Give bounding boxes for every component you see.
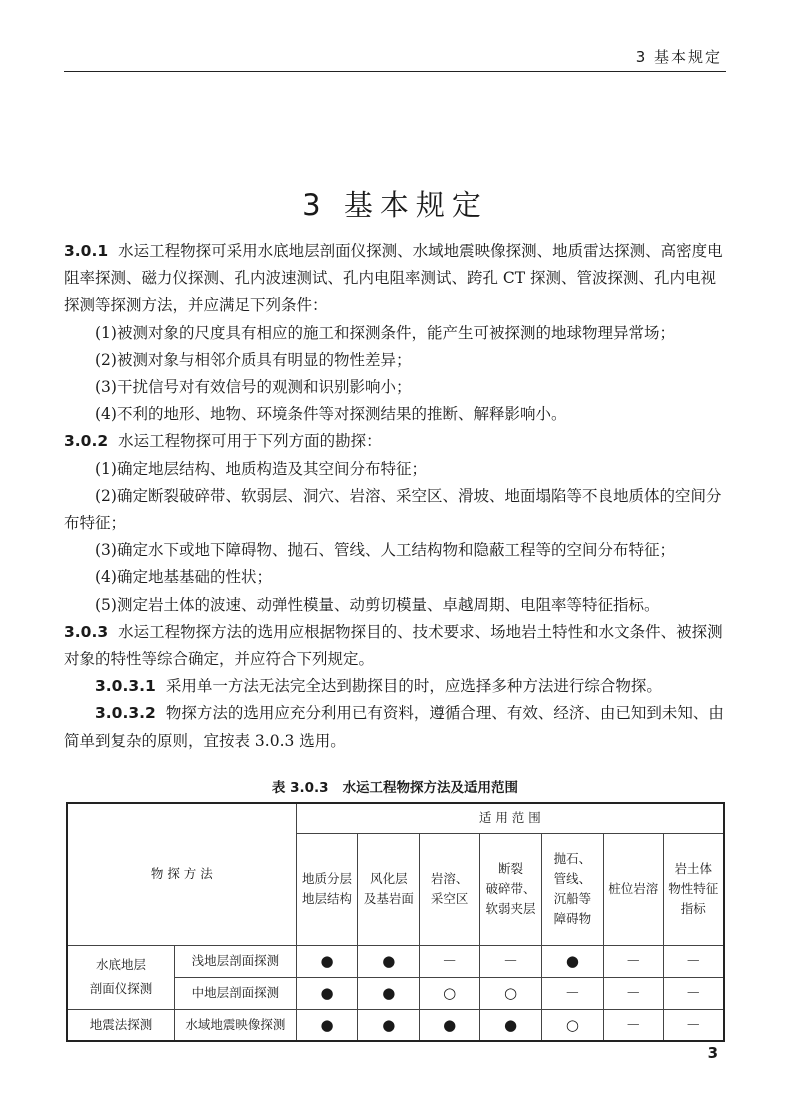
- clause-3-0-1: [64, 238, 726, 320]
- table-cell: －: [663, 1009, 724, 1041]
- running-header: 3 基本规定: [635, 48, 722, 66]
- clause-number: 3.0.3: [64, 622, 109, 641]
- table-cell: ●: [420, 1009, 480, 1041]
- group-name: 水底地层 剖面仪探测: [67, 945, 175, 1009]
- clause-text: 物探方法的选用应充分利用已有资料，遵循合理、有效、经济、由已知到未知、由简单到复杂的原则，宜按表 3.0.3 选用。: [64, 704, 724, 750]
- list-item: (2)确定断裂破碎带、软弱层、洞穴、岩溶、采空区、滑坡、地面塌陷等不良地质体的空间分布特征；: [64, 486, 722, 533]
- table-cell: －: [420, 945, 480, 977]
- column-header: 风化层 及基岩面: [358, 833, 420, 945]
- list-item: (3)干扰信号对有效信号的观测和识别影响小；: [95, 378, 412, 397]
- table-title: 水运工程物探方法及适用范围: [342, 780, 519, 796]
- clause-number: 3.0.3.2: [95, 704, 156, 723]
- table-caption: [0, 776, 790, 796]
- clause-number: 3.0.2: [64, 432, 109, 451]
- clause-number: 3.0.1: [64, 242, 109, 260]
- body-text: [64, 238, 726, 755]
- table-cell: ●: [358, 977, 420, 1009]
- table-cell: ○: [420, 977, 480, 1009]
- table-cell: ○: [541, 1009, 603, 1041]
- clause-3-0-3: [64, 619, 726, 673]
- method-name: 浅地层剖面探测: [175, 945, 297, 977]
- table-cell: ●: [541, 945, 603, 977]
- column-header: 地质分层 地层结构: [296, 833, 358, 945]
- column-header: 桩位岩溶: [603, 833, 663, 945]
- scope-header: 适 用 范 围: [296, 803, 724, 833]
- list-item: (4)不利的地形、地物、环境条件等对探测结果的推断、解释影响小。: [95, 405, 567, 424]
- column-header: 岩溶、 采空区: [420, 833, 480, 945]
- clause-number: 3.0.3.1: [95, 677, 156, 696]
- table-cell: －: [603, 1009, 663, 1041]
- list-item: (1)被测对象的尺度具有相应的施工和探测条件，能产生可被探测的地球物理异常场；: [95, 323, 675, 342]
- list-item: (2)被测对象与相邻介质具有明显的物性差异；: [95, 350, 412, 369]
- clause-3-0-3-2: [64, 700, 726, 754]
- column-header: 岩土体 物性特征 指标: [663, 833, 724, 945]
- page-number: 3: [707, 1044, 718, 1062]
- chapter-title: 3 基本规定: [302, 188, 488, 222]
- methods-table: [66, 802, 725, 1042]
- table-number: 表 3.0.3: [271, 780, 329, 796]
- table-cell: －: [541, 977, 603, 1009]
- table-cell: ○: [480, 977, 542, 1009]
- list-item: (3)确定水下或地下障碍物、抛石、管线、人工结构物和隐蔽工程等的空间分布特征；: [95, 541, 675, 560]
- table-cell: ●: [296, 1009, 358, 1041]
- column-header: 抛石、 管线、 沉船等 障碍物: [541, 833, 603, 945]
- table-cell: －: [663, 945, 724, 977]
- clause-text: 采用单一方法无法完全达到勘探目的时，应选择多种方法进行综合物探。: [165, 677, 662, 696]
- clause-text: 水运工程物探方法的选用应根据物探目的、技术要求、场地岩土特性和水文条件、被探测对象的特性等综合确定，并应符合下列规定。: [64, 622, 723, 669]
- header-rule: [64, 71, 726, 72]
- list-item: (5)测定岩土体的波速、动弹性模量、动剪切模量、卓越周期、电阻率等特征指标。: [95, 595, 660, 614]
- method-name: 水域地震映像探测: [175, 1009, 297, 1041]
- table-cell: －: [663, 977, 724, 1009]
- clause-3-0-3-1: [64, 673, 726, 700]
- table-cell: －: [603, 977, 663, 1009]
- table-cell: ●: [296, 977, 358, 1009]
- table-cell: ●: [480, 1009, 542, 1041]
- list-item: (4)确定地基基础的性状；: [95, 568, 272, 587]
- list-item: (1)确定地层结构、地质构造及其空间分布特征；: [95, 459, 427, 478]
- table-cell: ●: [358, 945, 420, 977]
- table-row: [67, 945, 724, 977]
- table-cell: ●: [296, 945, 358, 977]
- table-cell: －: [480, 945, 542, 977]
- column-header: 断裂 破碎带、 软弱夹层: [480, 833, 542, 945]
- method-name: 中地层剖面探测: [175, 977, 297, 1009]
- table-cell: －: [603, 945, 663, 977]
- method-header: 物 探 方 法: [67, 803, 296, 945]
- table-cell: ●: [358, 1009, 420, 1041]
- group-name: 地震法探测: [67, 1009, 175, 1041]
- clause-text: 水运工程物探可采用水底地层剖面仪探测、水域地震映像探测、地质雷达探测、高密度电阻率探测、磁力仪探测、孔内波速测试、孔内电阻率测试、跨孔 CT 探测、管波探测、孔内电视探测等探测方法，并应满足下列条件：: [64, 242, 723, 315]
- clause-text: 水运工程物探可用于下列方面的勘探：: [118, 432, 382, 451]
- table-row: [67, 1009, 724, 1041]
- clause-3-0-2: [64, 428, 726, 455]
